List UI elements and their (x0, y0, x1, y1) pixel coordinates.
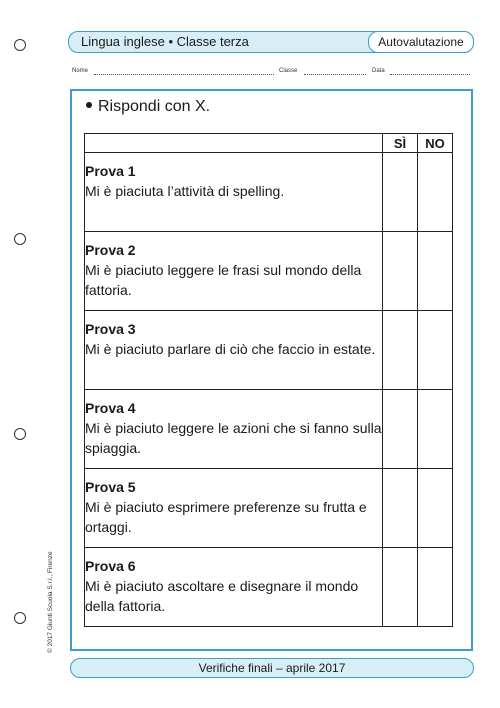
table-row (85, 311, 453, 390)
yes-checkbox[interactable] (383, 548, 418, 627)
no-checkbox[interactable] (418, 469, 453, 548)
yes-checkbox[interactable] (383, 469, 418, 548)
yes-checkbox[interactable] (383, 311, 418, 390)
question-cell (85, 153, 383, 232)
binder-hole (14, 39, 26, 51)
question-text: Mi è piaciuto ascoltare e disegnare il mondo della fattoria. (85, 578, 359, 614)
instruction (86, 98, 210, 116)
yes-checkbox[interactable] (383, 390, 418, 469)
question-title: Prova 1 (85, 163, 136, 179)
table-row (85, 548, 453, 627)
question-text: Mi è piaciuto esprimere preferenze su frutta e ortaggi. (85, 499, 367, 535)
binder-hole (14, 612, 26, 624)
header-blank (85, 134, 383, 153)
column-no: NO (418, 134, 453, 153)
nome-line[interactable] (94, 74, 274, 75)
classe-label: Classe (279, 68, 298, 74)
no-checkbox[interactable] (418, 548, 453, 627)
question-cell (85, 232, 383, 311)
no-checkbox[interactable] (418, 232, 453, 311)
column-yes: SÌ (383, 134, 418, 153)
question-title: Prova 4 (85, 400, 136, 416)
subject-title: Lingua inglese • Classe terza (81, 34, 249, 49)
question-cell (85, 311, 383, 390)
question-text: Mi è piaciuta l’attività di spelling. (85, 183, 285, 199)
copyright-note: © 2017 Giunti Scuola S.r.l., Firenze (47, 551, 54, 653)
question-text: Mi è piaciuto parlare di ciò che faccio in estate. (85, 341, 376, 357)
section-tag: Autovalutazione (368, 31, 474, 53)
classe-line[interactable] (304, 74, 366, 75)
self-assessment-table (84, 133, 453, 627)
nome-label: Nome (72, 68, 89, 74)
bullet-icon (86, 102, 92, 108)
data-line[interactable] (390, 74, 470, 75)
table-row (85, 232, 453, 311)
yes-checkbox[interactable] (383, 153, 418, 232)
question-title: Prova 5 (85, 479, 136, 495)
yes-checkbox[interactable] (383, 232, 418, 311)
table-row (85, 469, 453, 548)
no-checkbox[interactable] (418, 153, 453, 232)
table-row (85, 390, 453, 469)
binder-hole (14, 233, 26, 245)
data-label: Data (372, 68, 385, 74)
question-title: Prova 6 (85, 558, 136, 574)
binder-hole (14, 428, 26, 440)
footer-bar: Verifiche finali – aprile 2017 (70, 658, 474, 678)
instruction-text: Rispondi con X. (98, 98, 211, 115)
no-checkbox[interactable] (418, 311, 453, 390)
table-row (85, 153, 453, 232)
question-cell (85, 390, 383, 469)
question-title: Prova 2 (85, 242, 136, 258)
question-text: Mi è piaciuto leggere le frasi sul mondo della fattoria. (85, 262, 362, 298)
header-bar (68, 31, 474, 53)
table-header-row (85, 134, 453, 153)
question-title: Prova 3 (85, 321, 136, 337)
no-checkbox[interactable] (418, 390, 453, 469)
question-cell (85, 469, 383, 548)
question-text: Mi è piaciuto leggere le azioni che si fanno sulla spiaggia. (85, 420, 382, 456)
question-cell (85, 548, 383, 627)
